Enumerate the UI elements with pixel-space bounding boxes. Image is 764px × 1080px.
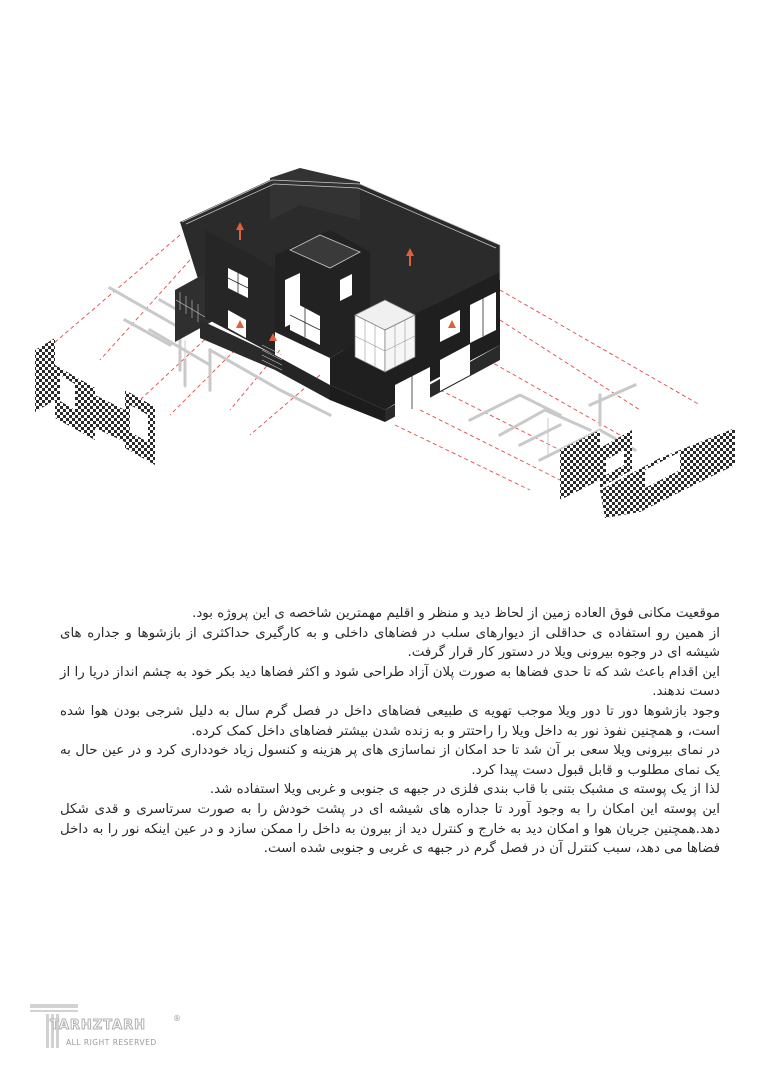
south-screen [560, 428, 735, 518]
description-text [60, 604, 720, 859]
paragraph: موقعیت مکانی فوق العاده زمین از لحاظ دید و منظر و اقلیم مهمترین شاخصه ی این پروژه بود. [192, 606, 720, 621]
logo-tagline: ALL RIGHT RESERVED [66, 1038, 157, 1047]
villa-mass [175, 168, 500, 422]
brand-logo [28, 996, 198, 1056]
paragraph: در نمای بیرونی ویلا سعی بر آن شد تا حد امکان از نماسازی های پر هزینه و کنسول زیاد خودداری کرد و در عین حال به یک نمای مطلوب و قابل قبول دست پیدا کرد. [60, 743, 720, 778]
paragraph: وجود بازشوها دور تا دور ویلا موجب تهویه ی طبیعی فضاهای داخل در فصل گرم سال به دلیل شرجی بودن هوا شده است، و همچنین نفوذ نور به داخل ویلا را راحتتر و به زنده شدن بیشتر فضاهای داخل کمک کرده. [60, 703, 720, 739]
logo-wordmark: TARHZTARH [50, 1018, 147, 1033]
axonometric-drawing [0, 160, 764, 540]
west-screen [35, 338, 155, 465]
paragraph: این پوسته این امکان را به وجود آورد تا جداره های شیشه ای در پشت خودش را به صورت سرتاسری و قدی شکل دهد.همچنین جریان هوا و امکان دید به خارج و کنترل دید از بیرون به داخل را ممکن سازد و در عین اینکه نور را به داخل فضاها می دهد، سبب کنترل آن در فصل گرم در جبهه ی غربی و جنوبی شده است. [60, 801, 720, 857]
registered-mark: ® [173, 1014, 181, 1023]
paragraph: از همین رو استفاده ی حداقلی از دیوارهای سلب در فضاهای داخلی و به کارگیری حداکثری از بازشوها و جداره های شیشه ای در وجوه بیرونی ویلا در دستور کار قرار گرفت. [60, 625, 720, 661]
paragraph: لذا از یک پوسته ی مشبک بتنی با قاب بندی فلزی در جبهه ی جنوبی و غربی ویلا استفاده شد. [209, 782, 720, 798]
paragraph: این اقدام باعث شد که تا حدی فضاها به صورت پلان آزاد طراحی شود و اکثر فضاها دید بکر خود به چشم انداز دریا را از دست ندهند. [60, 664, 720, 700]
